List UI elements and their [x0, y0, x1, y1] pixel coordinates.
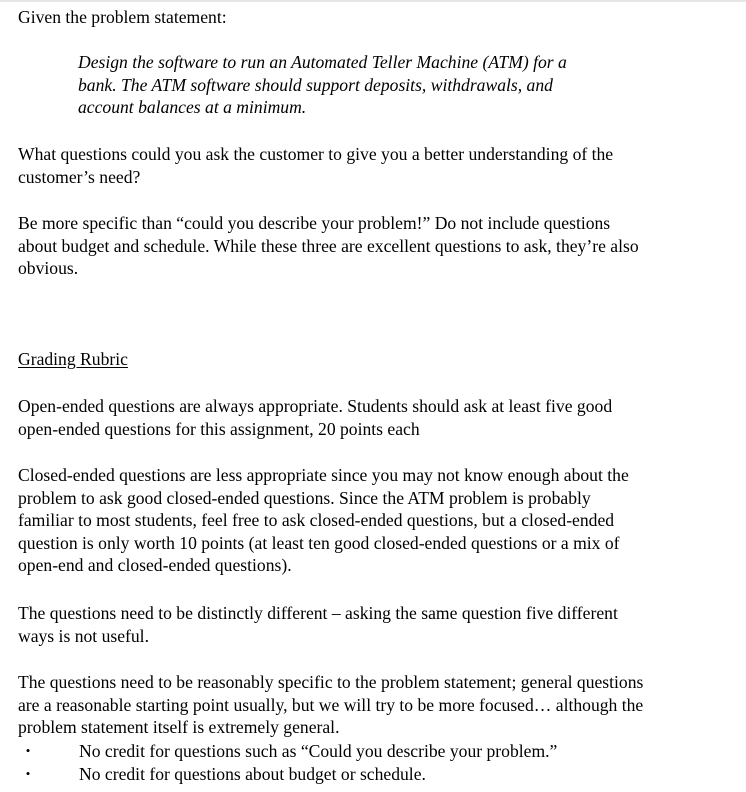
rubric-heading: Grading Rubric: [18, 349, 128, 369]
text-line: problem statement itself is extremely general.: [18, 717, 340, 737]
list-item-text: No credit for questions such as “Could you describe your problem.”: [79, 741, 558, 761]
text-line: familiar to most students, feel free to ask closed-ended questions, but a closed-ended: [18, 510, 615, 530]
text-line: are a reasonable starting point usually, but we will try to be more focused… although the: [18, 694, 644, 715]
question-prompt: [18, 143, 613, 188]
text-line: open-ended questions for this assignment, 20 points each: [18, 418, 420, 439]
text-line: The questions need to be distinctly different – asking the same question five different: [18, 603, 618, 623]
text-line: Given the problem statement:: [18, 7, 227, 27]
bullet-icon: •: [25, 765, 31, 781]
intro-text: [18, 6, 227, 29]
list-item: [18, 763, 557, 786]
bullet-icon: •: [25, 743, 31, 758]
text-line: ways is not useful.: [18, 625, 149, 646]
instructions-paragraph: [18, 212, 639, 280]
text-line: What questions could you ask the customer to give you a better understanding of the: [18, 144, 614, 164]
text-line: open-end and closed-ended questions).: [18, 555, 292, 575]
text-line: The questions need to be reasonably specific to the problem statement; general questions: [18, 672, 644, 692]
text-line: problem to ask good closed-ended questions. Since the ATM problem is probably: [18, 487, 591, 508]
text-line: about budget and schedule. While these three are excellent questions to ask, they’re also: [18, 235, 639, 256]
problem-statement: [78, 51, 567, 119]
rubric-paragraph-open-ended: [18, 395, 612, 440]
text-line: Be more specific than “could you describe your problem!” Do not include questions: [18, 213, 611, 233]
no-credit-list: [18, 740, 557, 785]
rubric-paragraph-specific: [18, 671, 643, 739]
rubric-paragraph-distinct: [18, 602, 618, 647]
page-top-border: [0, 0, 746, 2]
text-line: bank. The ATM software should support deposits, withdrawals, and: [78, 74, 553, 95]
text-line: Closed-ended questions are less appropriate since you may not know enough about the: [18, 465, 629, 485]
text-line: customer’s need?: [18, 166, 141, 187]
list-item-text: No credit for questions about budget or schedule.: [79, 763, 426, 784]
text-line: Open-ended questions are always appropriate. Students should ask at least five good: [18, 396, 613, 416]
text-line: obvious.: [18, 258, 79, 278]
text-line: Design the software to run an Automated Teller Machine (ATM) for a: [78, 52, 567, 72]
text-line: question is only worth 10 points (at least ten good closed-ended questions or a mix of: [18, 532, 620, 553]
list-item: [18, 740, 557, 763]
rubric-paragraph-closed-ended: [18, 464, 629, 577]
text-line: account balances at a minimum.: [78, 97, 307, 117]
